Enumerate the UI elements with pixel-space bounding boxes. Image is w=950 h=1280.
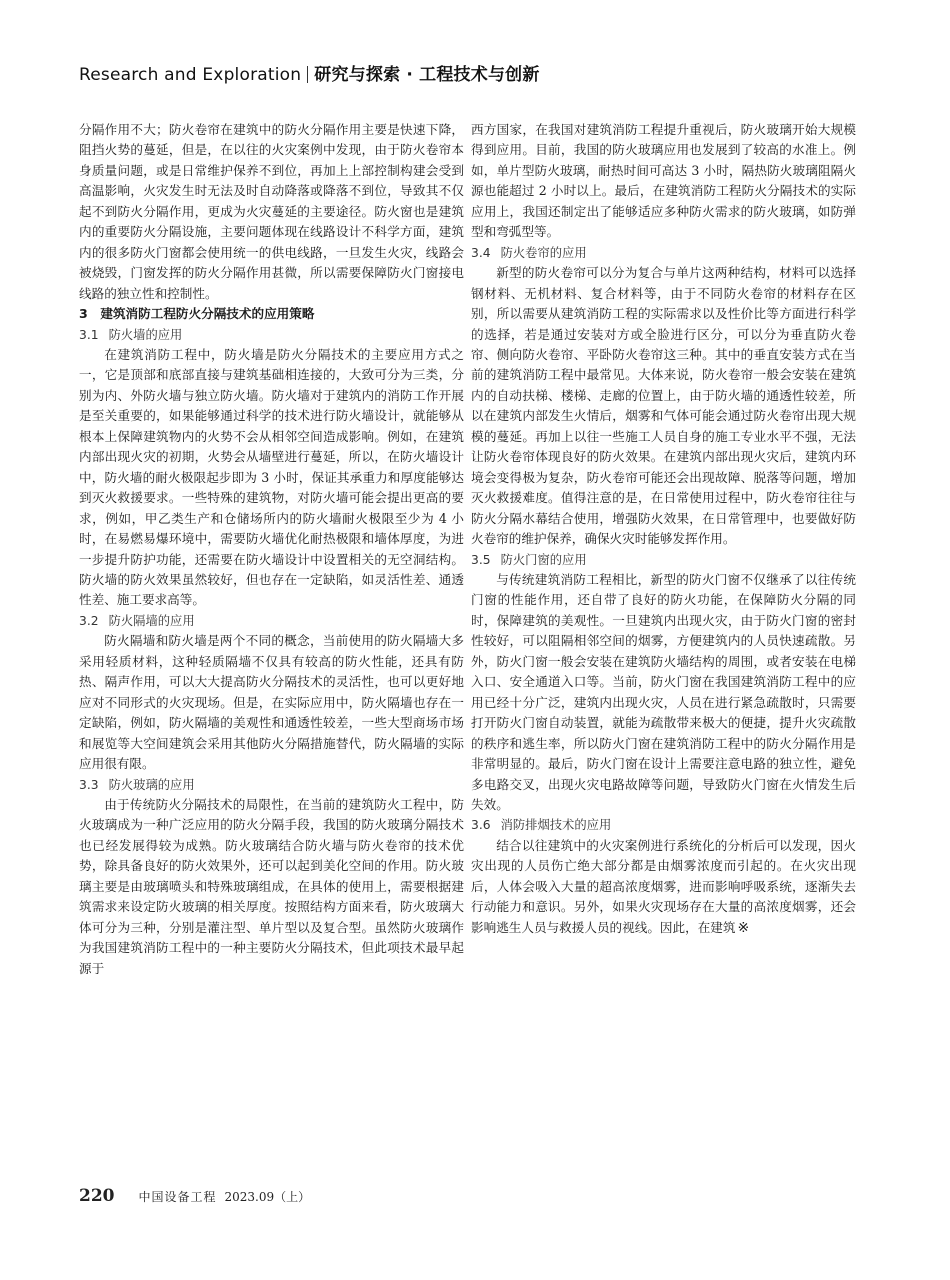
paragraph: 由于传统防火分隔技术的局限性，在当前的建筑防火工程中，防火玻璃成为一种广泛应用的防火分隔手段，我国的防火玻璃分隔技术也已经发展得较为成熟。防火玻璃结合防火墙与防火卷帘的技术优势，除具备良好的防火效果外，还可以起到美化空间的作用。防火玻璃主要是由玻璃喷头和特殊玻璃组成，在具体的使用上，需要根据建筑需求来设定防火玻璃的相关厚度。按照结构方面来看，防火玻璃大体可分为三种，分别是灌注型、单片型以及复合型。虽然防火玻璃作为我国建筑消防工程中的一种主要防火分隔技术，但此项技术最早起源于 <box>79 796 464 976</box>
running-header <box>79 60 540 85</box>
journal-name: 中国设备工程 <box>138 1190 217 1204</box>
left-column <box>79 120 464 979</box>
subsection-heading-3-6: 3.6 消防排烟技术的应用 <box>471 818 612 833</box>
paragraph: 西方国家，在我国对建筑消防工程提升重视后，防火玻璃开始大规模得到应用。目前，我国的防火玻璃应用也发展到了较高的水准上。例如，单片型防火玻璃，耐热时间可高达 3 小时，隔热防火玻璃阻隔火源也能超过 2 小时以上。最后，在建筑消防工程防火分隔技术的实际应用上，我国还制定出了能够适应多种防火需求的防火玻璃，如防弹型和弯弧型等。 <box>471 122 856 240</box>
paragraph: 分隔作用不大；防火卷帘在建筑中的防火分隔作用主要是快速下降，阻挡火势的蔓延，但是，在以往的火灾案例中发现，由于防火卷帘本身质量问题，或是日常维护保养不到位，再加上上部控制构建会受到高温影响，火灾发生时无法及时自动降落或降落不到位，导致其不仅起不到防火分隔作用，更成为火灾蔓延的主要途径。防火窗也是建筑内的重要防火分隔设施，主要问题体现在线路设计不科学方面，建筑内的很多防火门窗都会使用统一的供电线路，一旦发生火灾，线路会被烧毁，门窗发挥的防火分隔作用甚微，所以需要保障防火门窗接电线路的独立性和控制性。 <box>79 122 464 301</box>
subsection-heading-3-4: 3.4 防火卷帘的应用 <box>471 245 587 260</box>
issue-date: 2023.09（上） <box>224 1190 311 1204</box>
paragraph: 与传统建筑消防工程相比，新型的防火门窗不仅继承了以往传统门窗的性能作用，还自带了良好的防火功能，在保障防火分隔的同时，保障建筑的美观性。一旦建筑内出现火灾，由于防火门窗的密封性较好，可以阻隔相邻空间的烟雾，方便建筑内的人员快速疏散。另外，防火门窗一般会安装在建筑防火墙结构的周围，或者安装在电梯入口、安全通道入口等。当前，防火门窗在我国建筑消防工程中的应用已经十分广泛，建筑内出现火灾，人员在进行紧急疏散时，只需要打开防火门窗自动装置，就能为疏散带来极大的便捷，提升火灾疏散的秩序和逃生率，所以防火门窗在建筑消防工程中的防火分隔作用是非常明显的。最后，防火门窗在设计上需要注意电路的独立性，避免多电路交叉，出现火灾电路故障等问题，导致防火门窗在火情发生后失效。 <box>471 571 856 812</box>
header-chinese: 研究与探索 · 工程技术与创新 <box>314 65 540 85</box>
paragraph: 在建筑消防工程中，防火墙是防火分隔技术的主要应用方式之一，它是顶部和底部直接与建筑基础相连接的，大致可分为三类，分别为内、外防火墙与独立防火墙。防火墙对于建筑内的消防工作开展是至关重要的，如果能够通过科学的技术进行防火墙设计，就能够从根本上保障建筑物内的火势不会从相邻空间造成影响。例如，在建筑内部出现火灾的初期，火势会从墙壁进行蔓延，所以，在防火墙设计中，防火墙的耐火极限起步即为 3 小时，保证其承重力和厚度能够达到灭火救援要求。一些特殊的建筑物，对防火墙可能会提出更高的要求，例如，甲乙类生产和仓储场所内的防火墙耐火极限至少为 4 小时，在易燃易爆环境中，需要防火墙优化耐热极限和墙体厚度，为进一步提升防护功能，还需要在防火墙设计中设置相关的无空洞结构。防火墙的防火效果虽然较好，但也存在一定缺陷，如灵活性差、通透性差、施工要求高等。 <box>79 346 464 608</box>
header-divider <box>307 66 308 83</box>
right-column <box>471 120 856 938</box>
section-heading-3: 3 建筑消防工程防火分隔技术的应用策略 <box>79 306 315 322</box>
subsection-heading-3-5: 3.5 防火门窗的应用 <box>471 552 587 567</box>
continuation-mark-icon: ※ <box>737 919 750 936</box>
paragraph: 新型的防火卷帘可以分为复合与单片这两种结构，材料可以选择钢材料、无机材料、复合材料等，由于不同防火卷帘的材料存在区别，所以需要从建筑消防工程的实际需求以及性价比等方面进行科学的选择，若是通过安装对方或全脸进行区分，可以分为垂直防火卷帘、侧向防火卷帘、平卧防火卷帘这三种。其中的垂直安装方式在当前的建筑消防工程中最常见。大体来说，防火卷帘一般会安装在建筑内的自动扶梯、楼梯、走廊的位置上，由于防火墙的通透性较差，所以在建筑内部发生火情后，烟雾和气体可能会通过防火卷帘出现大规模的蔓延。再加上以往一些施工人员自身的施工专业水平不强，无法让防火卷帘体现良好的防火效果。在建筑内部出现火灾后，建筑内环境会变得极为复杂，防火卷帘可能还会出现故障、脱落等问题，增加灭火救援难度。值得注意的是，在日常使用过程中，防火卷帘往往与防火分隔水幕结合使用，增强防火效果，在日常管理中，也要做好防火卷帘的维护保养，确保火灾时能够发挥作用。 <box>471 265 856 547</box>
paragraph: 结合以往建筑中的火灾案例进行系统化的分析后可以发现，因火灾出现的人员伤亡绝大部分都是由烟雾浓度而引起的。在火灾出现后，人体会吸入大量的超高浓度烟雾，进而影响呼吸系统，逐渐失去行动能力和意识。另外，如果火灾现场存在大量的高浓度烟雾，还会影响逃生人员与救援人员的视线。因此，在建筑 ※ <box>471 837 856 936</box>
page-footer <box>79 1186 310 1206</box>
subsection-heading-3-1: 3.1 防火墙的应用 <box>79 327 183 342</box>
header-english: Research and Exploration <box>79 65 302 85</box>
subsection-heading-3-2: 3.2 防火隔墙的应用 <box>79 613 195 628</box>
paragraph: 防火隔墙和防火墙是两个不同的概念，当前使用的防火隔墙大多采用轻质材料，这种轻质隔墙不仅具有较高的防火性能，还具有防热、隔声作用，可以大大提高防火分隔技术的灵活性，也可以更好地应对不同形式的火灾现场。但是，在实际应用中，防火隔墙也存在一定缺陷，例如，防火隔墙的美观性和通透性较差，一些大型商场市场和展览等大空间建筑会采用其他防火分隔措施替代，防火隔墙的实际应用很有限。 <box>79 633 464 772</box>
subsection-heading-3-3: 3.3 防火玻璃的应用 <box>79 777 195 792</box>
page-number: 220 <box>79 1186 115 1206</box>
